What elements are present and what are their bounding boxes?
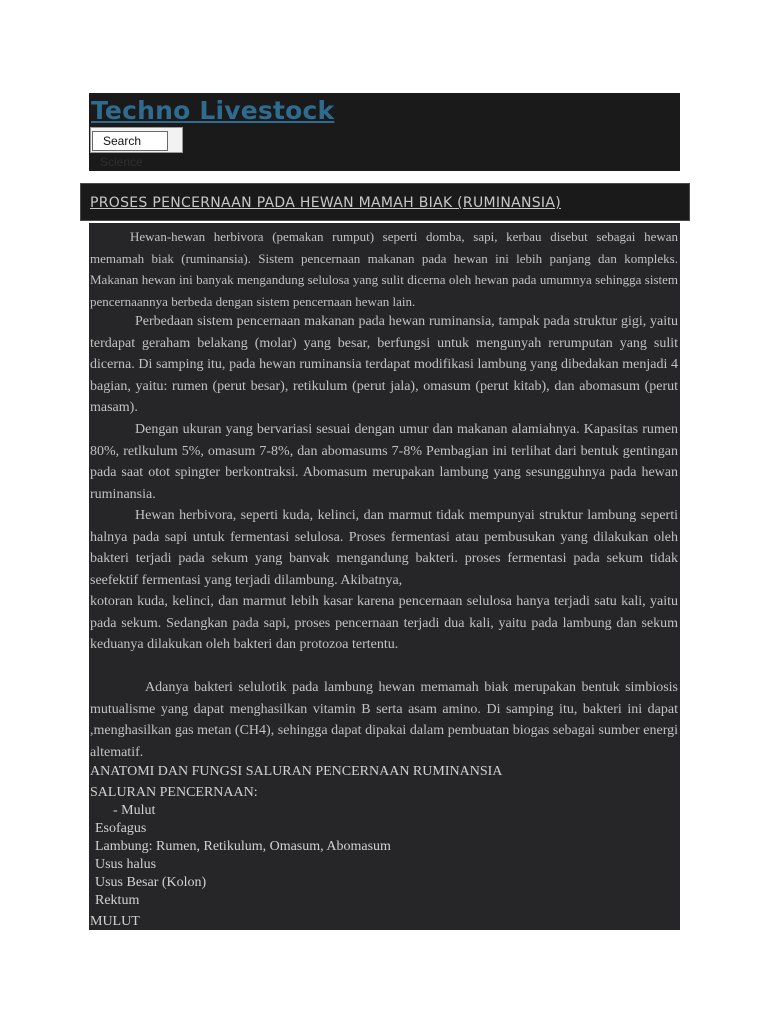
section-heading-anatomi: ANATOMI DAN FUNGSI SALURAN PENCERNAAN RUMINANSIA bbox=[90, 764, 503, 779]
list-item-label: Rektum bbox=[95, 893, 140, 908]
paragraph-kapasitas: Dengan ukuran yang bervariasi sesuai dengan umur dan makanan alamiahnya. Kapasitas rumen 80%, retlkulum 5%, omasum 7-8%, dan abomasums 7-8% Pembagian ini terlihat dari bentuk gentingan pada saat otot spingter berkontraksi. Abomasum merupakan lambung yang sesungguhnya pada hewan ruminansia. bbox=[90, 422, 678, 502]
site-title-link[interactable]: Techno Livestock bbox=[91, 96, 335, 125]
list-dash: - bbox=[68, 821, 73, 836]
paragraph-intro: Hewan-hewan herbivora (pemakan rumput) seperti domba, sapi, kerbau disebut sebagai hewan memamah biak (ruminansia). Sistem pencernaan makanan pada hewan ini lebih panjang dan kompleks. Makanan hewan ini banyak mengandung selulosa yang sulit dicerna oleh hewan pada umumnya sehingga sistem pencernaannya berbeda dengan sistem pencernaan hewan lain. bbox=[90, 229, 678, 309]
list-item-label: Esofagus bbox=[95, 821, 147, 836]
list-item bbox=[68, 892, 139, 910]
paragraph-herbivora-part1: Hewan herbivora, seperti kuda, kelinci, dan marmut tidak mempunyai struktur lambung seperti halnya pada sapi untuk fermentasi selulosa. Proses fermentasi atau pembusukan yang dilakukan oleh bakteri terjadi pada sekum yang banvak mengandung bakteri. proses fermentasi pada sekum tidak seefektif fermentasi yang terjadi dilambung. Akibatnya, bbox=[90, 508, 678, 588]
list-dash: - bbox=[68, 839, 73, 854]
subheading-saluran: SALURAN PENCERNAAN: bbox=[90, 785, 258, 800]
paragraph-simbiosis: Adanya bakteri selulotik pada lambung hewan memamah biak merupakan bentuk simbiosis mutualisme yang dapat menghasilkan vitamin B serta asam amino. Di samping itu, bakteri ini dapat ,menghasilkan gas metan (CH4), sehingga dapat dipakai dalam pembuatan biogas sebagai sumber energi altematif. bbox=[90, 680, 678, 760]
post-title-link[interactable]: PROSES PENCERNAAN PADA HEWAN MAMAH BIAK (RUMINANSIA) bbox=[90, 195, 561, 211]
list-item bbox=[68, 838, 391, 856]
paragraph-herbivora-part2: kotoran kuda, kelinci, dan marmut lebih kasar karena pencernaan selulosa hanya terjadi satu kali, yaitu pada sekum. Sedangkan pada sapi, proses pencernaan terjadi dua kali, yaitu pada lambung dan sekum keduanya dilakukan oleh bakteri dan protozoa tertentu. bbox=[90, 594, 678, 652]
paragraph-herbivora bbox=[90, 505, 678, 656]
heading-mulut: MULUT bbox=[90, 914, 140, 929]
list-dash: - bbox=[68, 875, 73, 890]
search-button[interactable]: Search bbox=[92, 131, 168, 151]
list-item-label: Usus halus bbox=[95, 857, 157, 872]
list-dash: - bbox=[68, 893, 73, 908]
list-item bbox=[68, 856, 156, 874]
list-item-label: Lambung: Rumen, Retikulum, Omasum, Abomasum bbox=[95, 839, 391, 854]
post-body bbox=[89, 223, 680, 930]
search-widget bbox=[90, 127, 183, 153]
nav-bullet-icon: • bbox=[76, 154, 81, 169]
list-item bbox=[68, 874, 206, 892]
list-dash: - bbox=[68, 857, 73, 872]
list-item bbox=[68, 820, 146, 838]
list-item-mulut: - Mulut bbox=[113, 803, 156, 818]
nav-item-science[interactable]: Science bbox=[100, 155, 143, 169]
list-item-label: Usus Besar (Kolon) bbox=[95, 875, 207, 890]
paragraph-perbedaan: Perbedaan sistem pencernaan makanan pada hewan ruminansia, tampak pada struktur gigi, yaitu terdapat geraham belakang (molar) yang besar, berfungsi untuk mengunyah rerumputan yang sulit dicerna. Di samping itu, pada hewan ruminansia terdapat modifikasi lambung yang dibedakan menjadi 4 bagian, yaitu: rumen (perut besar), retikulum (perut jala), omasum (perut kitab), dan abomasum (perut masam). bbox=[90, 314, 678, 415]
post-title-bar bbox=[80, 183, 690, 221]
site-header bbox=[76, 93, 680, 171]
